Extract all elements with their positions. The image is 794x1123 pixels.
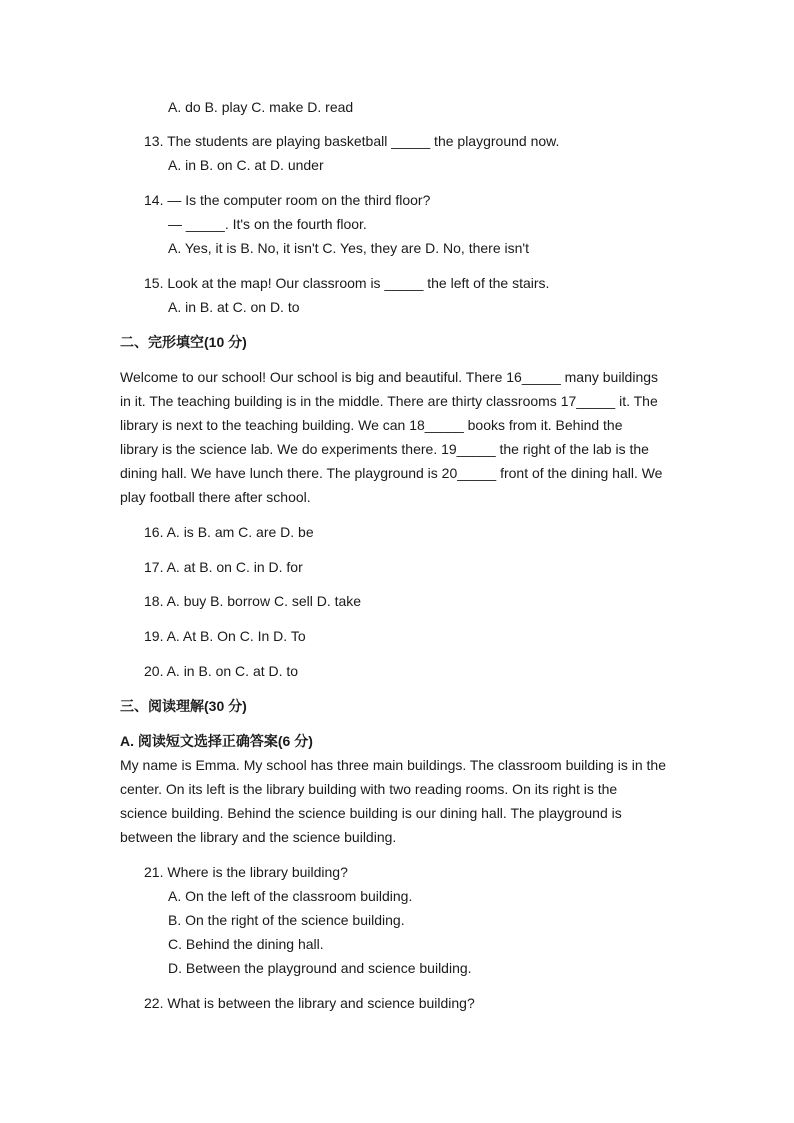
q14-options: A. Yes, it is B. No, it isn't C. Yes, they are D. No, there isn't [168, 240, 529, 256]
section2-heading: 二、完形填空(10 分) [120, 334, 247, 350]
q12-options: A. do B. play C. make D. read [168, 99, 354, 115]
cloze-item-16: 16. A. is B. am C. are D. be [144, 524, 314, 540]
q14-reply: — _____. It's on the fourth floor. [168, 216, 367, 232]
q14-stem: 14. — Is the computer room on the third floor? [144, 192, 431, 208]
section3-subheading: A. 阅读短文选择正确答案(6 分) [120, 733, 313, 749]
section3-heading: 三、阅读理解(30 分) [120, 698, 247, 714]
cloze-passage-line: play football there after school. [120, 489, 311, 505]
q13-stem: 13. The students are playing basketball _____ the playground now. [144, 133, 560, 149]
cloze-passage-line: library is the science lab. We do experiments there. 19_____ the right of the lab is the [120, 441, 649, 457]
q21-option-d: D. Between the playground and science building. [168, 960, 472, 976]
q13-options: A. in B. on C. at D. under [168, 157, 324, 173]
cloze-passage-line: in it. The teaching building is in the middle. There are thirty classrooms 17_____ it. The [120, 393, 658, 409]
cloze-item-18: 18. A. buy B. borrow C. sell D. take [144, 593, 362, 609]
cloze-item-17: 17. A. at B. on C. in D. for [144, 559, 303, 575]
q21-option-b: B. On the right of the science building. [168, 912, 405, 928]
reading-passage-line: between the library and the science building. [120, 829, 397, 845]
q21-option-c: C. Behind the dining hall. [168, 936, 324, 952]
cloze-passage-line: library is next to the teaching building. We can 18_____ books from it. Behind the [120, 417, 623, 433]
q15-options: A. in B. at C. on D. to [168, 299, 300, 315]
q22-stem: 22. What is between the library and science building? [144, 995, 475, 1011]
reading-passage-line: My name is Emma. My school has three main buildings. The classroom building is in the [120, 757, 666, 773]
q15-stem: 15. Look at the map! Our classroom is _____ the left of the stairs. [144, 275, 550, 291]
q21-option-a: A. On the left of the classroom building. [168, 888, 413, 904]
reading-passage-line: science building. Behind the science building is our dining hall. The playground is [120, 805, 622, 821]
cloze-item-20: 20. A. in B. on C. at D. to [144, 663, 299, 679]
reading-passage-line: center. On its left is the library building with two reading rooms. On its right is the [120, 781, 618, 797]
q21-stem: 21. Where is the library building? [144, 864, 348, 880]
cloze-passage-line: Welcome to our school! Our school is big and beautiful. There 16_____ many buildings [120, 369, 659, 385]
cloze-item-19: 19. A. At B. On C. In D. To [144, 628, 306, 644]
cloze-passage-line: dining hall. We have lunch there. The playground is 20_____ front of the dining hall. We [120, 465, 663, 481]
